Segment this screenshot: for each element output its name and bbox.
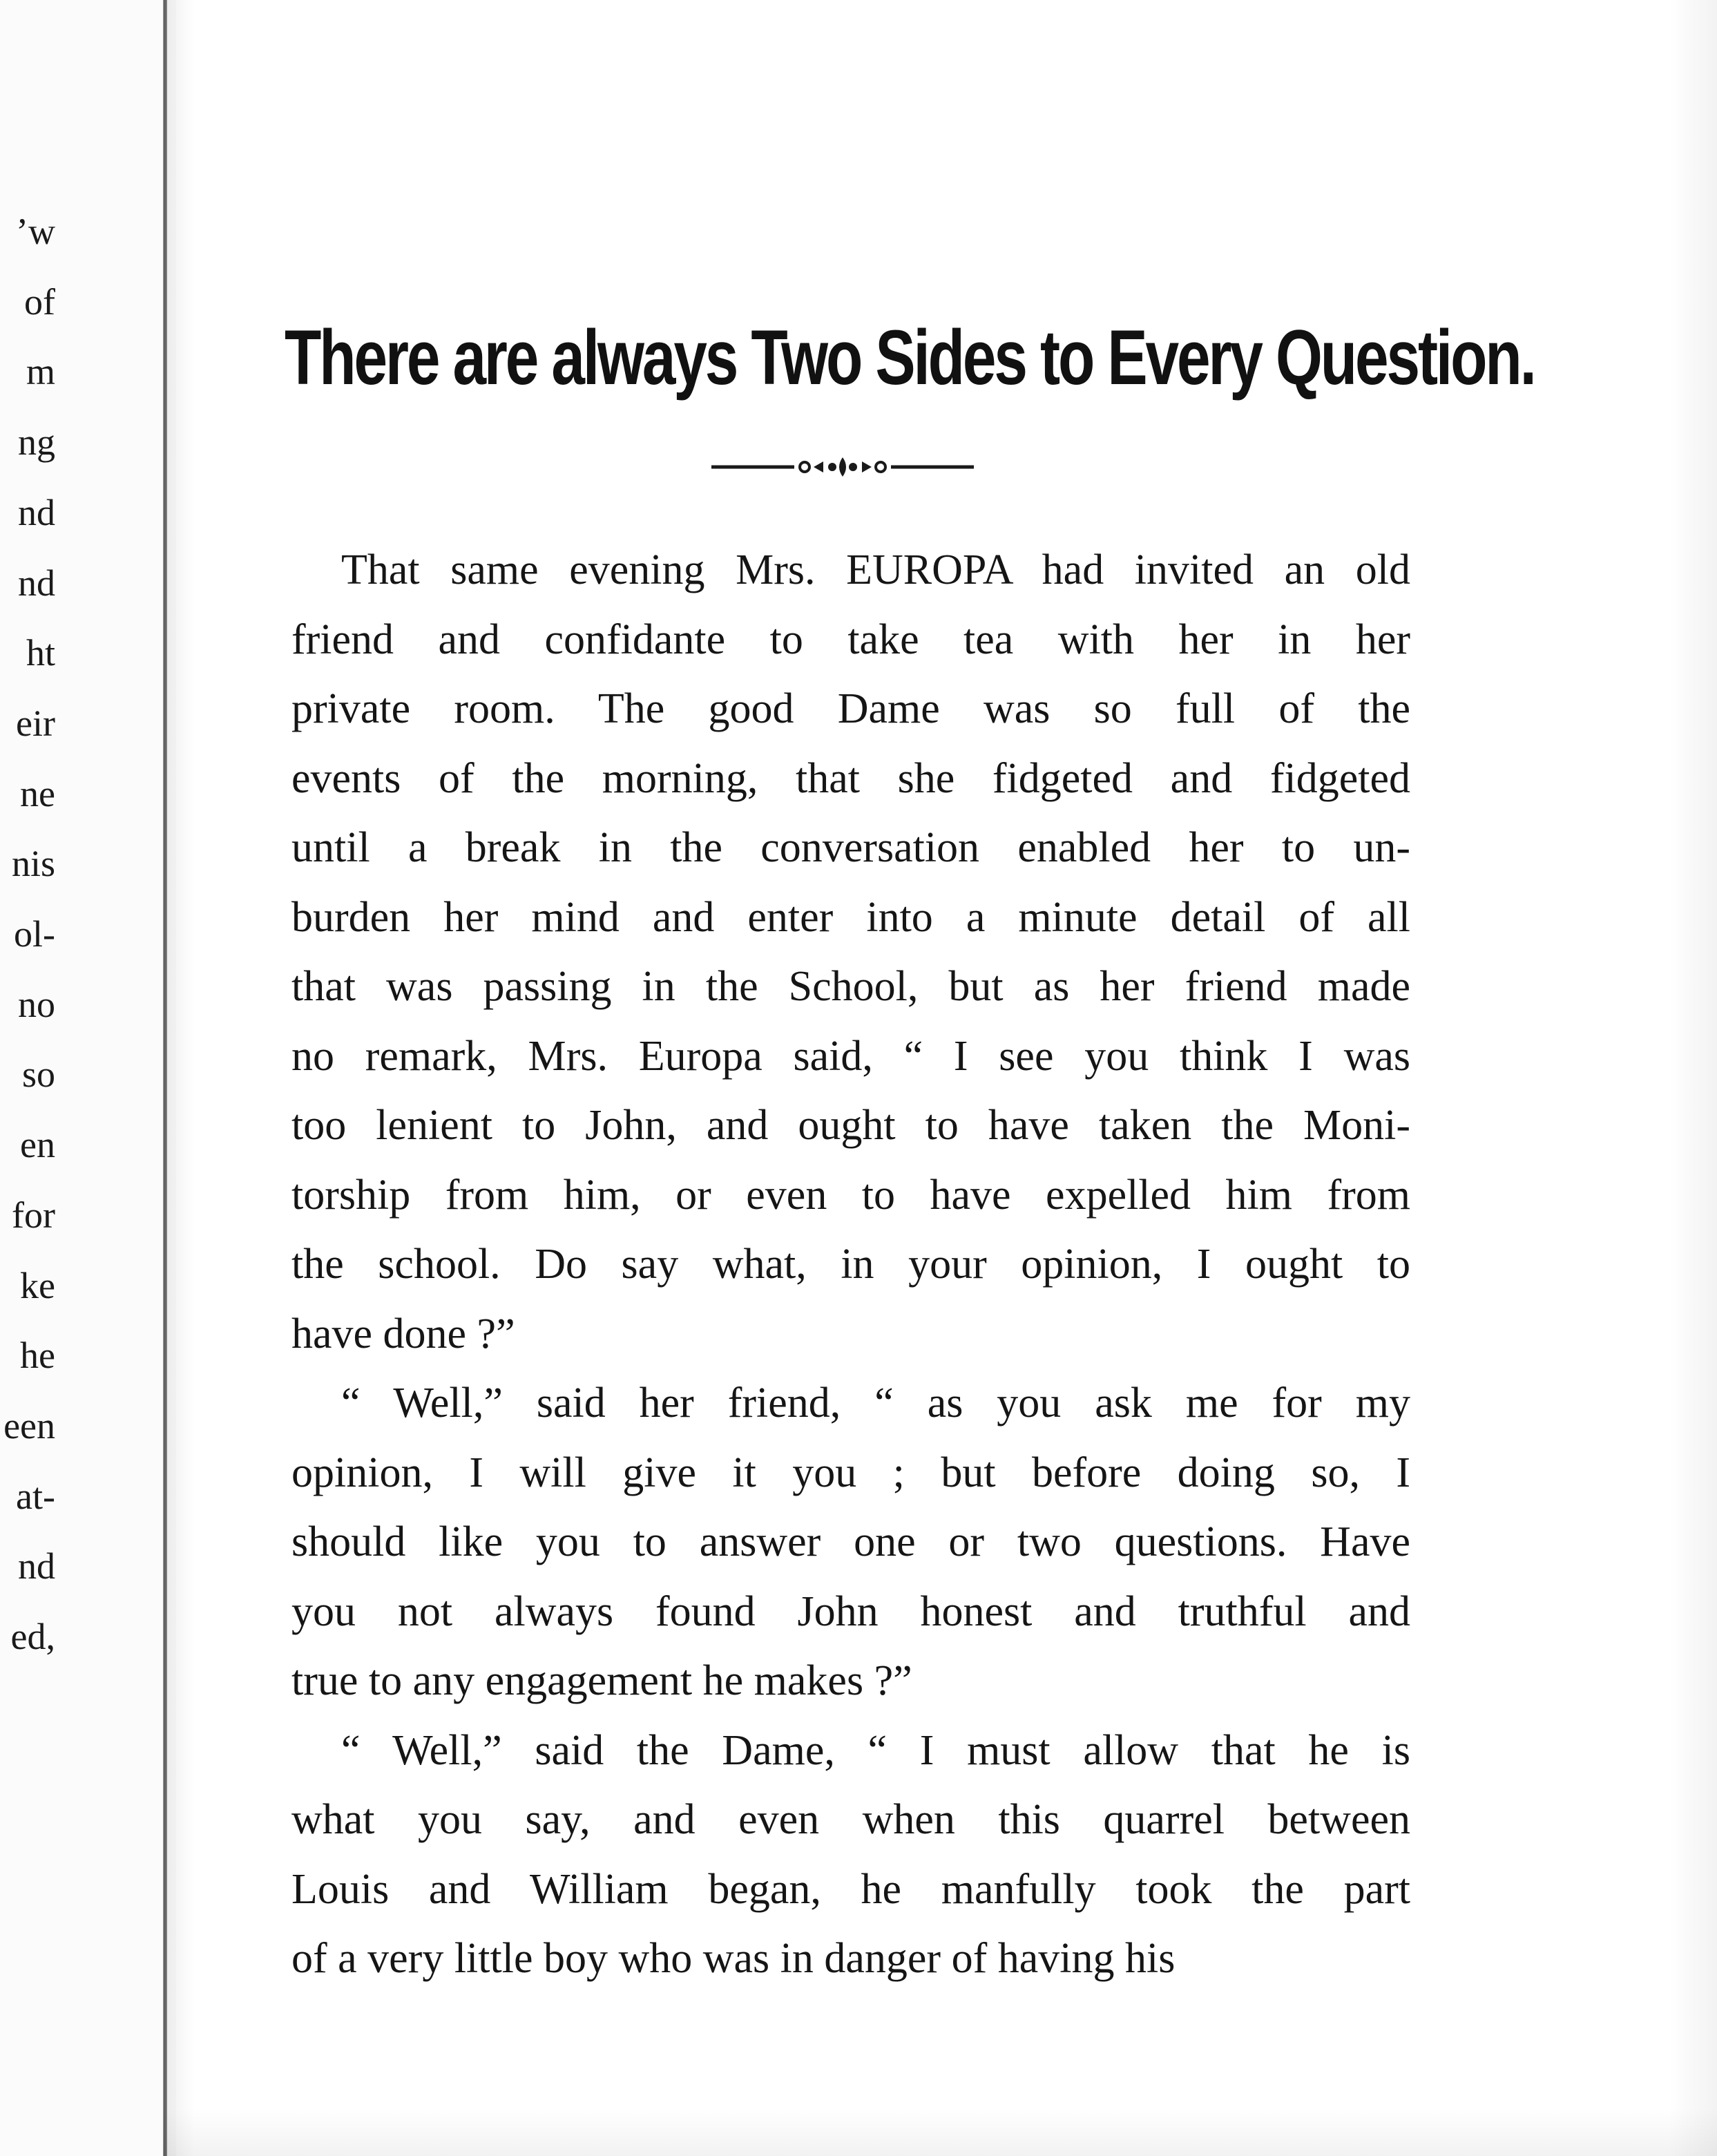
facing-page-fragment: nd (18, 1545, 55, 1587)
paragraph (291, 1716, 1410, 1994)
facing-page-fragment: nis (11, 843, 55, 885)
gutter-shadow (167, 0, 195, 2156)
paragraph (291, 535, 1410, 1368)
text-line: of a very little boy who was in danger of having his (291, 1935, 1176, 1982)
facing-page-fragment: eir (16, 702, 55, 744)
facing-page-fragment: ng (18, 421, 55, 464)
text-line: too lenient to John, and ought to have taken the Moni- (291, 1102, 1410, 1149)
facing-page-fragment: nd (18, 562, 55, 604)
facing-page-fragment: m (26, 351, 55, 393)
text-line: That same evening Mrs. EUROPA had invited an old (341, 546, 1410, 593)
facing-page-fragment: for (12, 1194, 55, 1236)
text-line: friend and confidante to take tea with her in her (291, 616, 1410, 663)
paragraph (291, 1368, 1410, 1716)
chapter-title: There are always Two Sides to Every Question. (285, 314, 1535, 401)
facing-page-fragment: en (20, 1124, 55, 1166)
facing-page-fragment: nd (18, 491, 55, 533)
text-line: you not always found John honest and truthful and (291, 1587, 1410, 1635)
facing-page-fragment: so (21, 1053, 55, 1096)
text-line: Louis and William began, he manfully took the part (291, 1865, 1410, 1913)
facing-page-fragment: ’w (16, 211, 55, 252)
text-line: “ Well,” said the Dame, “ I must allow that he is (341, 1726, 1410, 1774)
page-right-edge-shading (1669, 0, 1717, 2156)
text-line: “ Well,” said her friend, “ as you ask me for my (341, 1380, 1410, 1427)
text-line: opinion, I will give it you ; but before doing so, I (291, 1449, 1410, 1496)
page-bottom-edge-shading (163, 2108, 1717, 2156)
text-line: the school. Do say what, in your opinion, I ought to (291, 1241, 1410, 1288)
text-line: that was passing in the School, but as her friend made (291, 963, 1410, 1010)
facing-page-fragment: no (18, 983, 55, 1025)
facing-page-fragment: at- (16, 1475, 55, 1517)
text-line: events of the morning, that she fidgeted and fidgeted (291, 754, 1410, 802)
text-line: burden her mind and enter into a minute detail of all (291, 893, 1410, 941)
facing-page-fragment: he (20, 1335, 55, 1377)
text-line: true to any engagement he makes ?” (291, 1657, 912, 1704)
facing-page-fragment: ol- (14, 913, 55, 955)
text-line: what you say, and even when this quarrel between (291, 1796, 1410, 1843)
text-line: until a break in the conversation enabled her to un- (291, 824, 1410, 871)
facing-page-fragment: een (3, 1404, 55, 1447)
floral-rule-ornament-icon (711, 453, 974, 481)
facing-page-fragment: ed, (10, 1616, 55, 1657)
body-text (291, 535, 1410, 1994)
facing-page-fragment: ne (20, 772, 55, 814)
text-line: torship from him, or even to have expelled him from (291, 1171, 1410, 1219)
text-line: should like you to answer one or two questions. Have (291, 1518, 1410, 1565)
text-line: no remark, Mrs. Europa said, “ I see you think I was (291, 1032, 1410, 1080)
text-line: have done ?” (291, 1310, 515, 1357)
facing-page-fragment: of (24, 280, 55, 323)
facing-page-fragment: ht (26, 632, 55, 674)
facing-page-text-fragments (0, 0, 55, 2156)
text-line: private room. The good Dame was so full of the (291, 685, 1410, 732)
facing-page-fragment: ke (20, 1264, 55, 1306)
